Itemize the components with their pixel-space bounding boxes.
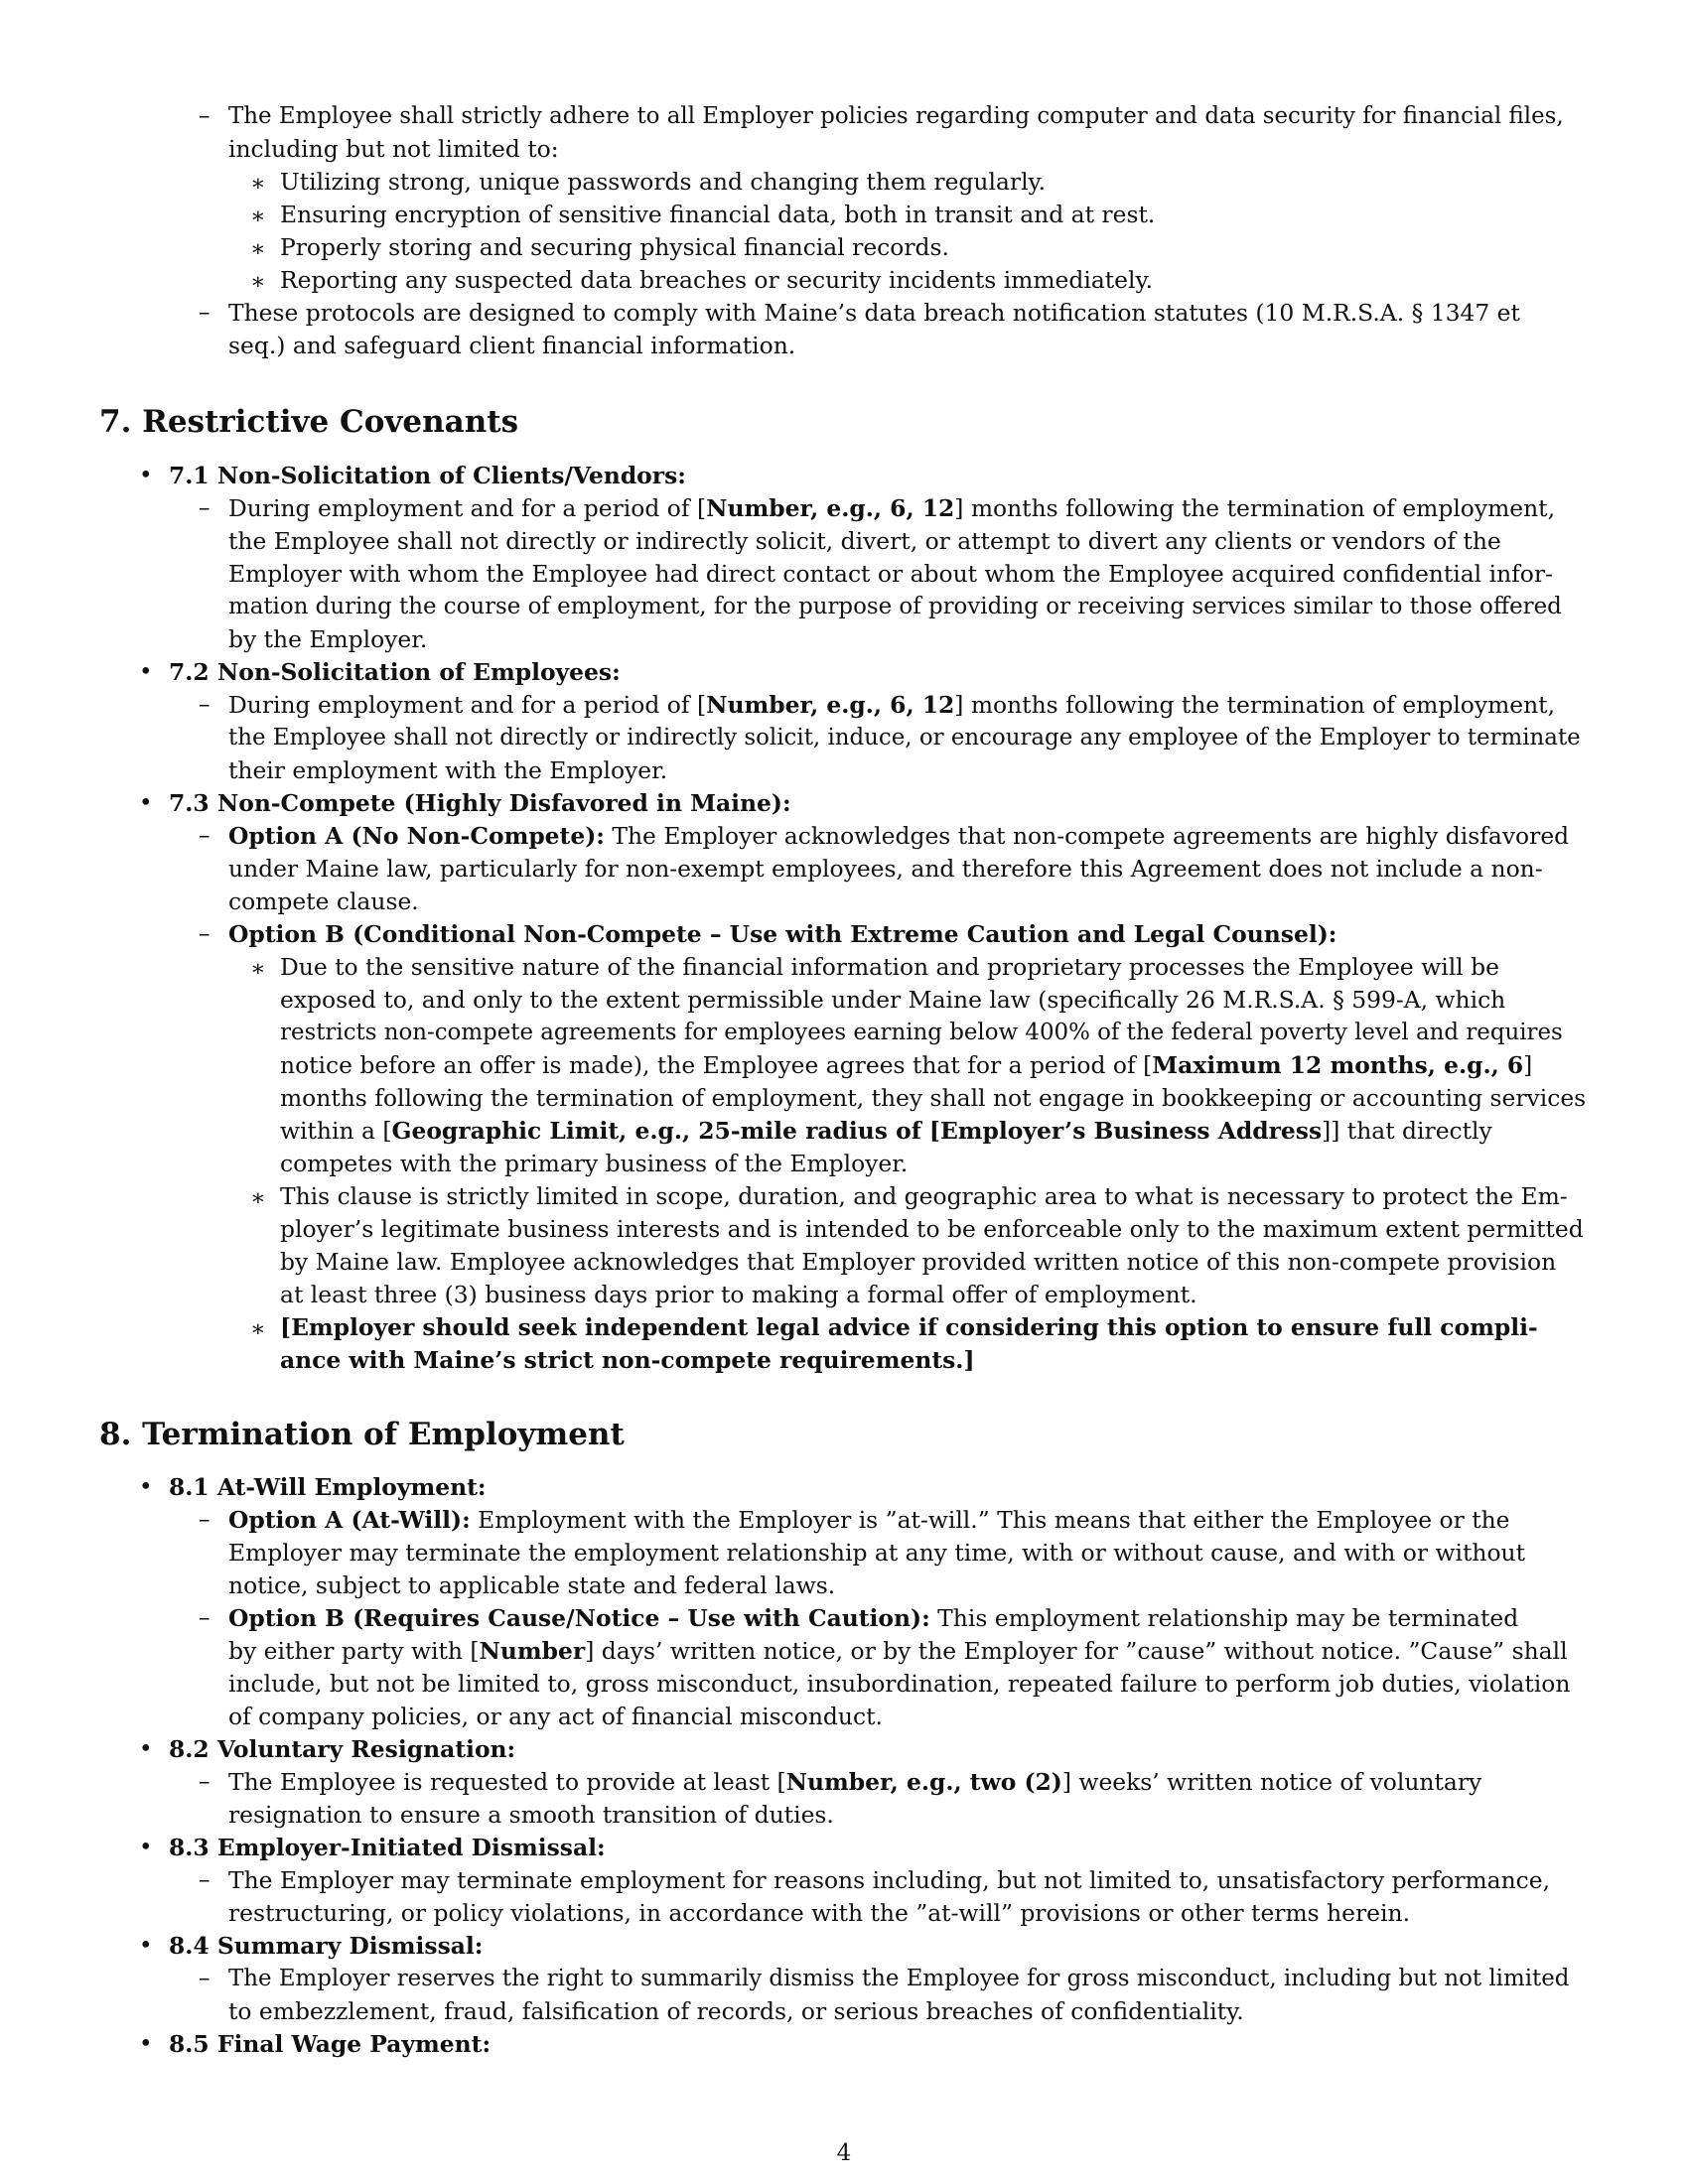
- s7-3-optB-line: Due to the sensitive nature of the financial information and proprietary processes the Employee will be: [280, 953, 1499, 981]
- subsection-8-3-title: 8.3 Employer-Initiated Dismissal:: [169, 1834, 606, 1861]
- section-7-heading: 7. Restrictive Covenants: [99, 404, 519, 440]
- dash-marker: –: [199, 921, 211, 947]
- s7-3-optB-line: at least three (3) business days prior to making a formal offer of employment.: [280, 1281, 1197, 1308]
- s8-4-line: The Employer reserves the right to summarily dismiss the Employee for gross misconduct, including but not limited: [228, 1966, 1570, 1991]
- asterisk-marker: ∗: [250, 204, 266, 229]
- dash-marker: –: [199, 103, 211, 129]
- s7-3-optB-line: ployer’s legitimate business interests and is intended to be enforceable only to the maximum extent permitted: [280, 1215, 1584, 1243]
- s7-3-optB-line: by Maine law. Employee acknowledges that Employer provided written notice of this non-compete provision: [280, 1248, 1557, 1276]
- dash-marker: –: [199, 692, 211, 718]
- s7-2-line: the Employee shall not directly or indirectly solicit, induce, or encourage any employee of the Employer to terminate: [228, 725, 1581, 751]
- placeholder-text: Number, e.g., 6, 12: [706, 494, 955, 522]
- s7-2-line: [228, 689, 1589, 722]
- option-label: Option B (Requires Cause/Notice – Use with Caution):: [228, 1604, 930, 1632]
- s7-2-line: their employment with the Employer.: [228, 756, 668, 784]
- legal-advice-note: [Employer should seek independent legal advice if considering this option to ensure full compli-: [280, 1313, 1538, 1341]
- text: Employment with the Employer is ”at-will.” This means that either the Employee or the: [470, 1506, 1510, 1534]
- section-8-heading: 8. Termination of Employment: [99, 1417, 625, 1452]
- legal-advice-note: ance with Maine’s strict non-compete requirements.]: [280, 1346, 975, 1374]
- placeholder-text: Number, e.g., two (2): [785, 1768, 1062, 1796]
- s7-3-optA-line: compete clause.: [228, 887, 419, 915]
- s8-1-optA-line: notice, subject to applicable state and federal laws.: [228, 1571, 836, 1599]
- subsection-7-3-title: 7.3 Non-Compete (Highly Disfavored in Maine):: [169, 789, 791, 817]
- s8-3-line: restructuring, or policy violations, in accordance with the ”at-will” provisions or other terms herein.: [228, 1899, 1410, 1927]
- bullet-marker: •: [139, 790, 153, 816]
- text: During employment and for a period of [: [228, 494, 707, 522]
- text: by either party with [: [228, 1637, 480, 1665]
- bullet-marker: •: [139, 1933, 153, 1959]
- s7-3-optA-line: [228, 820, 1589, 853]
- s8-1-optB-line: of company policies, or any act of financial misconduct.: [228, 1703, 883, 1730]
- page-number: 4: [836, 2140, 852, 2166]
- s7-3-optB-line: months following the termination of employment, they shall not engage in bookkeeping or accounting services: [280, 1084, 1587, 1112]
- s8-4-line: to embezzlement, fraud, falsification of records, or serious breaches of confidentiality.: [228, 1997, 1244, 2025]
- s8-2-line: resignation to ensure a smooth transition of duties.: [228, 1801, 834, 1829]
- text: ] months following the termination of employment,: [954, 691, 1556, 719]
- s6-list-item: Ensuring encryption of sensitive financial data, both in transit and at rest.: [280, 201, 1156, 228]
- asterisk-marker: ∗: [250, 956, 266, 982]
- text: notice before an offer is made), the Employee agrees that for a period of [: [280, 1051, 1153, 1079]
- subsection-7-1-title: 7.1 Non-Solicitation of Clients/Vendors:: [169, 462, 686, 489]
- placeholder-text: Number, e.g., 6, 12: [706, 691, 955, 719]
- s8-1-optA-line: [228, 1504, 1589, 1537]
- s8-1-optB-line: [228, 1635, 1589, 1668]
- asterisk-marker: ∗: [250, 171, 266, 197]
- option-label: Option A (No Non-Compete):: [228, 822, 605, 850]
- text: This employment relationship may be terminated: [929, 1604, 1519, 1632]
- dash-marker: –: [199, 1769, 211, 1795]
- s7-1-line: [228, 492, 1589, 525]
- s7-3-optB-line: This clause is strictly limited in scope, duration, and geographic area to what is necessary to protect the Em-: [280, 1182, 1568, 1210]
- subsection-8-4-title: 8.4 Summary Dismissal:: [169, 1932, 484, 1960]
- text: ] weeks’ written notice of voluntary: [1061, 1768, 1482, 1796]
- s7-1-line: mation during the course of employment, for the purpose of providing or receiving services similar to those offered: [228, 594, 1562, 619]
- text: ]: [1523, 1051, 1533, 1079]
- s8-1-optA-line: Employer may terminate the employment relationship at any time, with or without cause, and with or without: [228, 1539, 1526, 1567]
- bullet-marker: •: [139, 463, 153, 488]
- text: within a [: [280, 1117, 392, 1145]
- s8-2-line: [228, 1766, 1589, 1799]
- s7-1-line: Employer with whom the Employee had direct contact or about whom the Employee acquired confidential infor-: [228, 560, 1553, 588]
- placeholder-text: Geographic Limit, e.g., 25-mile radius of [Employer’s Business Address: [391, 1117, 1323, 1145]
- s8-1-optB-line: include, but not be limited to, gross misconduct, insubordination, repeated failure to perform job duties, violation: [228, 1670, 1571, 1698]
- dash-marker: –: [199, 1867, 211, 1893]
- s7-1-line: by the Employer.: [228, 625, 428, 653]
- dash-marker: –: [199, 823, 211, 849]
- bullet-marker: •: [139, 2031, 153, 2057]
- s7-3-optB-line: competes with the primary business of the Employer.: [280, 1150, 909, 1177]
- s7-3-optB-line: exposed to, and only to the extent permissible under Maine law (specifically 26 M.R.S.A. § 599-A, which: [280, 986, 1506, 1014]
- s7-1-line: the Employee shall not directly or indirectly solicit, divert, or attempt to divert any clients or vendors of the: [228, 527, 1501, 555]
- dash-marker: –: [199, 495, 211, 521]
- s7-3-optA-line: under Maine law, particularly for non-exempt employees, and therefore this Agreement does not include a non-: [228, 855, 1543, 883]
- s6-para-line: These protocols are designed to comply with Maine’s data breach notification statutes (10 M.R.S.A. § 1347 et: [228, 299, 1520, 327]
- bullet-marker: •: [139, 1474, 153, 1500]
- asterisk-marker: ∗: [250, 1185, 266, 1211]
- s6-list-item: Properly storing and securing physical financial records.: [280, 233, 949, 261]
- s6-para-line: seq.) and safeguard client financial information.: [228, 332, 796, 359]
- s7-3-optB-line: [280, 1049, 1589, 1082]
- dash-marker: –: [199, 1605, 211, 1631]
- s6-list-item: Reporting any suspected data breaches or security incidents immediately.: [280, 266, 1154, 294]
- subsection-8-5-title: 8.5 Final Wage Payment:: [169, 2030, 492, 2058]
- s7-3-optB-line: [280, 1115, 1589, 1148]
- bullet-marker: •: [139, 659, 153, 685]
- dash-marker: –: [199, 300, 211, 326]
- text: ] months following the termination of employment,: [954, 494, 1556, 522]
- placeholder-text: Number: [479, 1637, 586, 1665]
- dash-marker: –: [199, 1507, 211, 1533]
- text: The Employee is requested to provide at least [: [228, 1768, 786, 1796]
- s8-1-optB-line: [228, 1602, 1589, 1635]
- bullet-marker: •: [139, 1736, 153, 1762]
- s6-list-item: Utilizing strong, unique passwords and changing them regularly.: [280, 168, 1047, 196]
- asterisk-marker: ∗: [250, 269, 266, 295]
- text: ] days’ written notice, or by the Employer for ”cause” without notice. ”Cause” shall: [585, 1637, 1568, 1665]
- s6-para-line: The Employee shall strictly adhere to all Employer policies regarding computer and data security for financial files,: [228, 103, 1564, 129]
- bullet-marker: •: [139, 1835, 153, 1860]
- dash-marker: –: [199, 1966, 211, 1991]
- s8-3-line: The Employer may terminate employment for reasons including, but not limited to, unsatisfactory performance,: [228, 1866, 1551, 1894]
- subsection-7-2-title: 7.2 Non-Solicitation of Employees:: [169, 658, 621, 686]
- placeholder-text: Maximum 12 months, e.g., 6: [1152, 1051, 1524, 1079]
- asterisk-marker: ∗: [250, 236, 266, 262]
- s7-3-optB-line: restricts non-compete agreements for employees earning below 400% of the federal poverty level and requires: [280, 1020, 1563, 1045]
- text: ]] that directly: [1322, 1117, 1492, 1145]
- text: During employment and for a period of [: [228, 691, 707, 719]
- text: The Employer acknowledges that non-compete agreements are highly disfavored: [604, 822, 1570, 850]
- asterisk-marker: ∗: [250, 1316, 266, 1342]
- s7-3-optB-title: Option B (Conditional Non-Compete – Use with Extreme Caution and Legal Counsel):: [228, 920, 1337, 948]
- option-label: Option A (At-Will):: [228, 1506, 471, 1534]
- s6-para-line: including but not limited to:: [228, 135, 559, 163]
- subsection-8-1-title: 8.1 At-Will Employment:: [169, 1473, 487, 1501]
- subsection-8-2-title: 8.2 Voluntary Resignation:: [169, 1735, 516, 1763]
